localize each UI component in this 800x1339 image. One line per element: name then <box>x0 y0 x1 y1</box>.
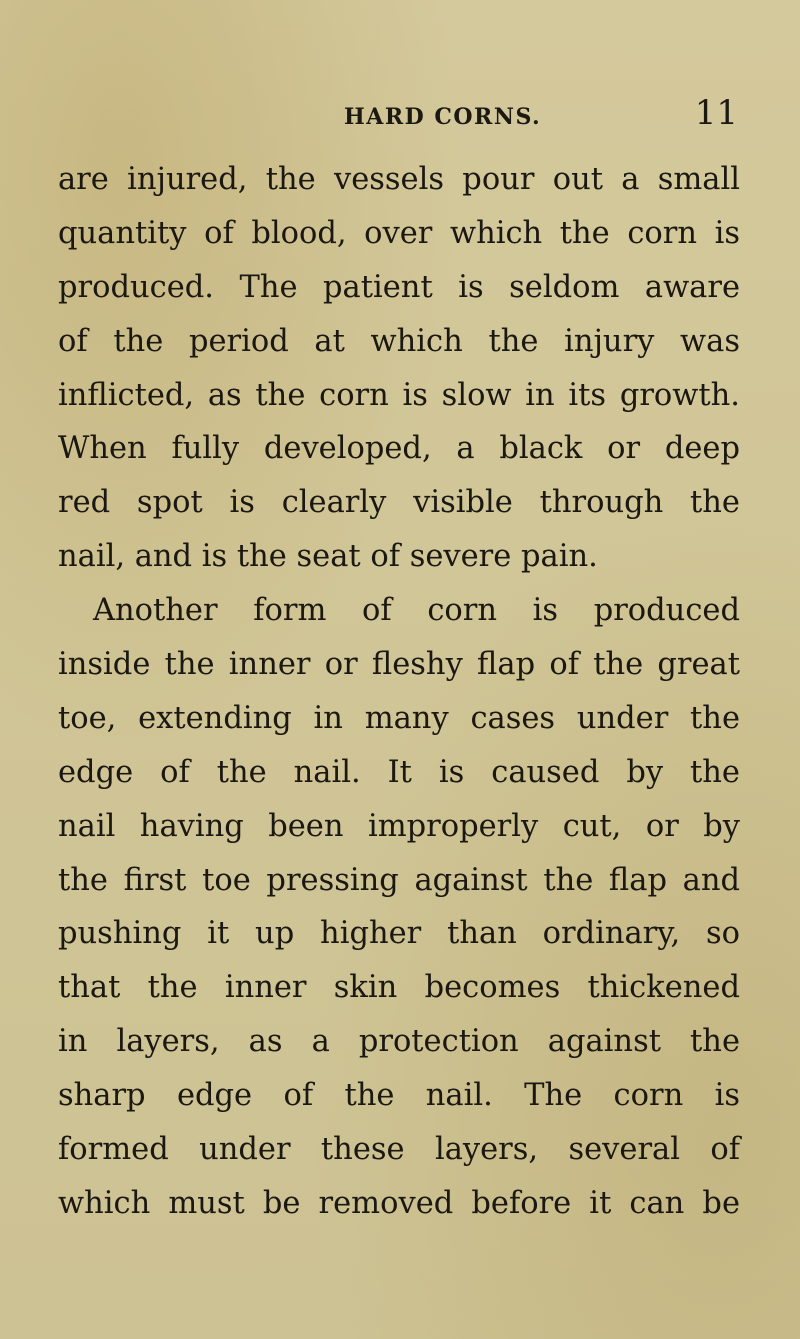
text-line: pushing it up higher than ordinary, so <box>58 916 740 952</box>
text-line: inflicted, as the corn is slow in its growth. <box>58 377 740 413</box>
text-line: of the period at which the injury was <box>58 323 740 359</box>
text-line: which must be removed before it can be <box>58 1185 740 1221</box>
text-line: inside the inner or fleshy flap of the great <box>58 647 740 683</box>
text-line: produced. The patient is seldom aware <box>58 269 740 305</box>
text-line: quantity of blood, over which the corn is <box>58 215 740 251</box>
page-number: 11 <box>694 93 738 133</box>
text-line: Another form of corn is produced <box>93 593 740 629</box>
text-line: are injured, the vessels pour out a small <box>58 162 740 197</box>
text-line: edge of the nail. It is caused by the <box>58 754 740 790</box>
text-line: that the inner skin becomes thickened <box>58 970 740 1006</box>
page-header <box>344 93 738 133</box>
running-head: HARD CORNS. <box>344 104 542 130</box>
text-line: the first toe pressing against the flap and <box>58 862 740 898</box>
text-line: formed under these layers, several of <box>58 1132 740 1168</box>
text-line: in layers, as a protection against the <box>58 1024 740 1060</box>
text-line: nail, and is the seat of severe pain. <box>58 539 598 575</box>
text-line: When fully developed, a black or deep <box>58 431 740 467</box>
text-line: toe, extending in many cases under the <box>58 700 740 736</box>
text-line: sharp edge of the nail. The corn is <box>58 1078 740 1114</box>
text-line: red spot is clearly visible through the <box>58 485 740 521</box>
body-text <box>58 153 740 1231</box>
text-line: nail having been improperly cut, or by <box>58 808 740 844</box>
